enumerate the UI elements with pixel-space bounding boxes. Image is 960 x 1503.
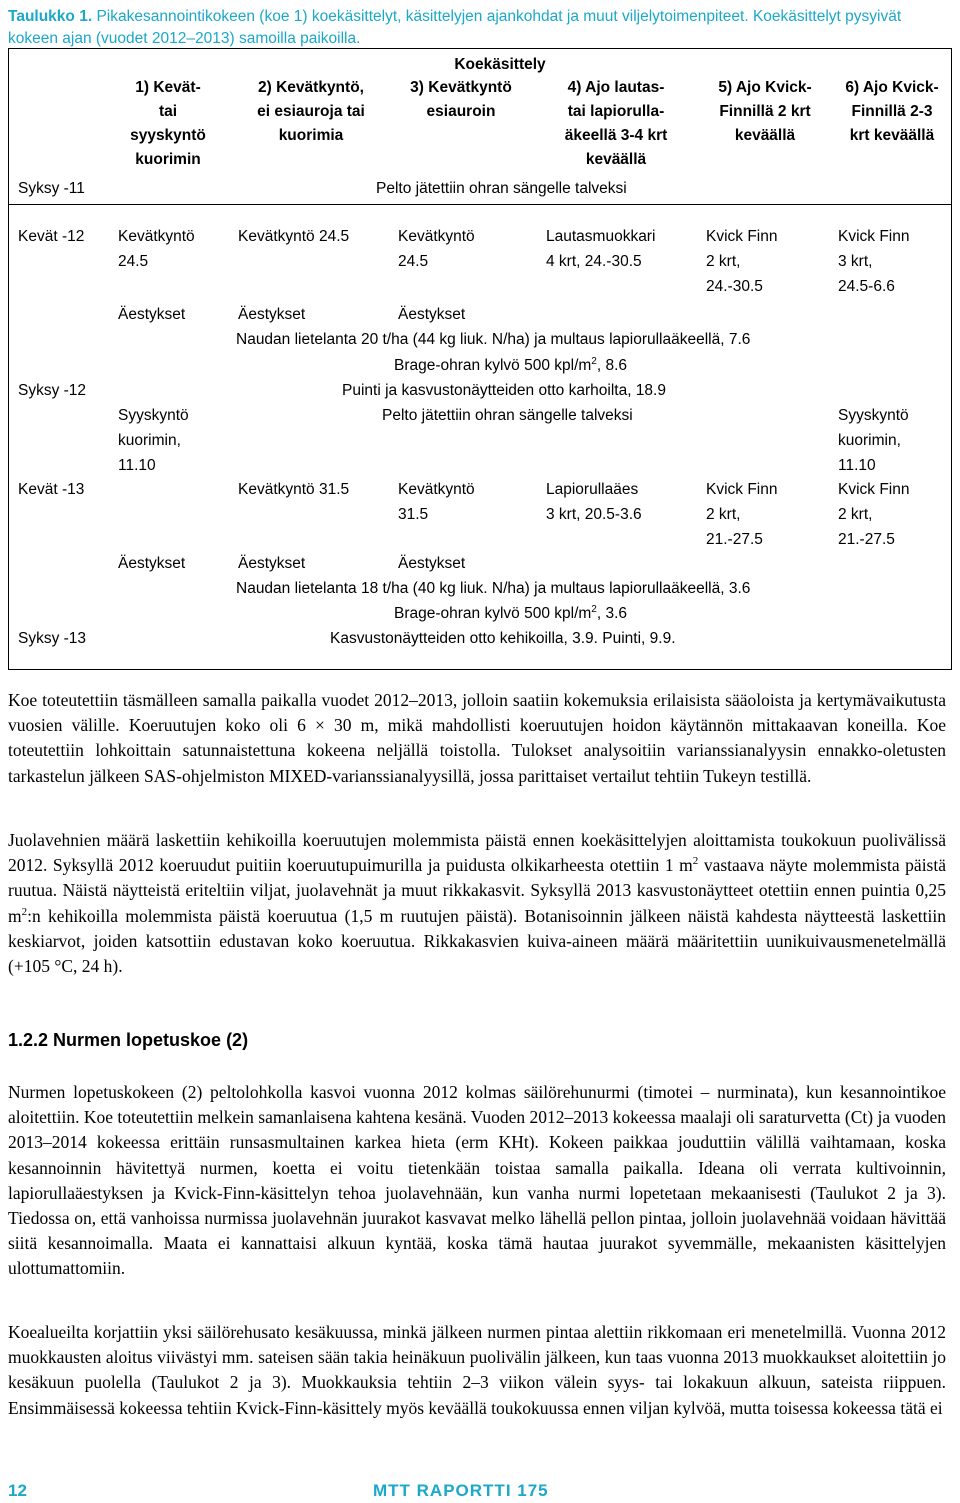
- syksy-12-note: Pelto jätettiin ohran sängelle talveksi: [382, 407, 633, 424]
- kevat-13-sowing-text: Brage-ohran kylvö 500 kpl/m: [394, 605, 592, 622]
- paragraph-sampling-b: vastaava näyte molemmista päistä ruutua. Näistä näytteistä eriteltiin viljat, juolavehnät ja muut rikkakasvit. Syksyllä 2013 kasvustonäytteet otettiin ennen puintia 0,25 m: [8, 855, 947, 926]
- caption-lead: Taulukko 1.: [8, 8, 93, 25]
- header-treatment-2: 2) Kevätkyntö, ei esiauroja tai kuorimia: [257, 79, 365, 144]
- syksy-11-note: Pelto jätettiin ohran sängelle talveksi: [376, 180, 627, 197]
- kevat-13-fertilization: Naudan lietelanta 18 t/ha (40 kg liuk. N/ha) ja multaus lapiorullaäkeellä, 3.6: [236, 580, 751, 597]
- kevat-12-cell-3: Kevätkyntö 24.5: [398, 228, 475, 270]
- kevat-12-fertilization: Naudan lietelanta 20 t/ha (44 kg liuk. N/ha) ja multaus lapiorullaäkeellä, 7.6: [236, 331, 751, 348]
- kevat-13-cell-2: Kevätkyntö 31.5: [238, 481, 350, 498]
- row-label-syksy-13: Syksy -13: [18, 630, 87, 647]
- report-name: MTT RAPORTTI 175: [373, 1481, 549, 1500]
- row-label-kevat-12: Kevät -12: [18, 228, 85, 245]
- caption-text: Pikakesannointikokeen (koe 1) koekäsittelyt, käsittelyjen ajankohdat ja muut viljelytoimenpiteet. Koekäsittelyt pysyivät kokeen ajan (vuodet 2012–2013) samoilla paikoilla.: [8, 8, 902, 47]
- kevat-12-aestykset-3: Äestykset: [398, 306, 466, 323]
- kevat-12-cell-6: Kvick Finn 3 krt, 24.5-6.6: [838, 228, 910, 295]
- syksy-13-note: Kasvustonäytteiden otto kehikoilla, 3.9. Puinti, 9.9.: [330, 630, 676, 647]
- header-koekasittely: Koekäsittely: [454, 56, 546, 73]
- table-caption: [8, 6, 952, 50]
- paragraph-sampling: [8, 828, 946, 979]
- paragraph-sampling-a: Juolavehnien määrä laskettiin kehikoilla koeruutujen molemmista päistä ennen koekäsittelyjen aloittamista toukokuun puolivälissä 2012. Syksyllä 2012 koeruudut puitiin koeruutupuimurilla ja puidusta olkikarheesta otettiin 1 m: [8, 830, 946, 876]
- section-heading: 1.2.2 Nurmen lopetuskoe (2): [8, 1030, 249, 1050]
- row-label-kevat-13: Kevät -13: [18, 481, 85, 498]
- header-divider: [8, 204, 952, 205]
- kevat-13-aestykset-2: Äestykset: [238, 555, 306, 572]
- header-treatment-1: 1) Kevät- tai syyskyntö kuorimin: [130, 79, 206, 168]
- paragraph-method: Koe toteutettiin täsmälleen samalla paikalla vuodet 2012–2013, jolloin saatiin kokemuksia erilaisista sääoloista ja kertymävaikutusta vuosien välille. Koeruutujen koko oli 6 × 30 m, mikä mahdollisti koeruutujen hoidon käytännön mittakaavan koneilla. Koe toteutettiin lohkoittain satunnaistettuna kokeena neljällä toistolla. Tulokset analysoitiin varianssianalyysin ennakko-oletusten tarkastelun jälkeen SAS-ohjelmiston MIXED-varianssianalyysillä, jossa parittaiset vertailut tehtiin Tukeyn testillä.: [8, 690, 946, 786]
- kevat-13-cell-3: Kevätkyntö 31.5: [398, 481, 475, 523]
- syksy-12-cell-1: Syyskyntö kuorimin, 11.10: [118, 407, 189, 474]
- kevat-13-aestykset-1: Äestykset: [118, 555, 186, 572]
- header-treatment-3: 3) Kevätkyntö esiauroin: [410, 79, 512, 120]
- row-label-syksy-11: Syksy -11: [18, 180, 85, 197]
- kevat-13-sowing-date: , 3.6: [596, 605, 628, 622]
- kevat-12-aestykset-1: Äestykset: [118, 306, 186, 323]
- syksy-12-harvest: Puinti ja kasvustonäytteiden otto karhoilta, 18.9: [342, 382, 666, 399]
- kevat-12-cell-5: Kvick Finn 2 krt, 24.-30.5: [706, 228, 778, 295]
- kevat-12-cell-2: Kevätkyntö 24.5: [238, 228, 350, 245]
- kevat-12-sowing-date: , 8.6: [596, 357, 628, 374]
- kevat-12-cell-4: Lautasmuokkari 4 krt, 24.-30.5: [546, 228, 656, 270]
- page-number: 12: [8, 1481, 27, 1500]
- syksy-12-cell-6: Syyskyntö kuorimin, 11.10: [838, 407, 909, 474]
- kevat-12-aestykset-2: Äestykset: [238, 306, 306, 323]
- kevat-13-cell-4: Lapiorullaäes 3 krt, 20.5-3.6: [546, 481, 642, 523]
- kevat-12-sowing-text: Brage-ohran kylvö 500 kpl/m: [394, 357, 592, 374]
- paragraph-sampling-sup-1: 2: [692, 855, 699, 868]
- kevat-13-aestykset-3: Äestykset: [398, 555, 466, 572]
- kevat-12-sowing-sup: 2: [591, 355, 597, 367]
- kevat-13-cell-6: Kvick Finn 2 krt, 21.-27.5: [838, 481, 910, 548]
- paragraph-sampling-sup-2: 2: [21, 905, 28, 918]
- paragraph-nurmi: Nurmen lopetuskokeen (2) peltolohkolla kasvoi vuonna 2012 kolmas säilörehunurmi (timotei – nurminata), kun kesannointikoe aloitettiin. Koe toteutettiin melkein samanlaisena kahtena kesänä. Vuoden 2012–2013 kokeessa maalaji oli saraturvetta (Ct) ja vuoden 2013–2014 kokeessa erittäin runsasmultainen karkea hieta (erm KHt). Kokeen paikkaa jouduttiin välillä vaihtamaan, koska kesannoinnin hävitettyä nurmen, koetta ei voitu tietenkään toistaa samalla paikalla. Ideana oli verrata kultivoinnin, lapiorullaäestyksen ja Kvick-Finn-käsittelyn tehoa juolavehnään, kun vanha nurmi lopetetaan mekaanisesti (Taulukot 2 ja 3). Tiedossa on, että vanhoissa nurmissa juolavehnän juurakot kasvavat melko lähellä pellon pintaa, jolloin juolavehnää voidaan hävittää siitä kesannoimalla. Maata ei kannattaisi alkuun kyntää, koska tämä hautaa juurakot syvemmälle, mekaanisten käsittelyjen ulottumattomiin.: [8, 1082, 947, 1279]
- row-label-syksy-12: Syksy -12: [18, 382, 87, 399]
- header-treatment-5: 5) Ajo Kvick- Finnillä 2 krt keväällä: [718, 79, 812, 144]
- paragraph-sampling-c: :n kehikoilla molemmista päistä koeruutua (1,5 m ruutujen päistä). Botanisoinnin jälkeen näistä kahdesta näytteestä laskettiin keskiarvot, joiden katsottiin edustavan koko koeruutua. Rikkakasvien kuiva-aineen määrä määritettiin uunikuivausmenetelmällä (+105 °C, 24 h).: [8, 905, 946, 977]
- kevat-13-sowing: [394, 601, 627, 626]
- kevat-12-sowing: [394, 353, 627, 378]
- kevat-13-sowing-sup: 2: [591, 603, 597, 615]
- header-treatment-4: 4) Ajo lautas- tai lapiorulla- äkeellä 3-4 krt keväällä: [564, 79, 668, 168]
- kevat-12-cell-1: Kevätkyntö 24.5: [118, 228, 195, 270]
- header-treatment-6: 6) Ajo Kvick- Finnillä 2-3 krt keväällä: [845, 79, 939, 144]
- paragraph-korjuu: Koealueilta korjattiin yksi säilörehusato kesäkuussa, minkä jälkeen nurmen pintaa alettiin rikkomaan eri menetelmillä. Vuonna 2012 muokkausten aloitus viivästyi mm. sateisen sään takia heinäkuun puolivälin jälkeen, kun taas vuonna 2013 muokkaukset aloitettiin jo kesäkuun puolella (Taulukot 2 ja 3). Muokkauksia tehtiin 2–3 viikon välein syys- tai lokakuun alkuun, sateista riippuen. Ensimmäisessä kokeessa tehtiin Kvick-Finn-käsittely myös keväällä toukokuussa ennen viljan kylvöä, mutta toisessa kokeessa tätä ei: [8, 1322, 946, 1418]
- kevat-13-cell-5: Kvick Finn 2 krt, 21.-27.5: [706, 481, 778, 548]
